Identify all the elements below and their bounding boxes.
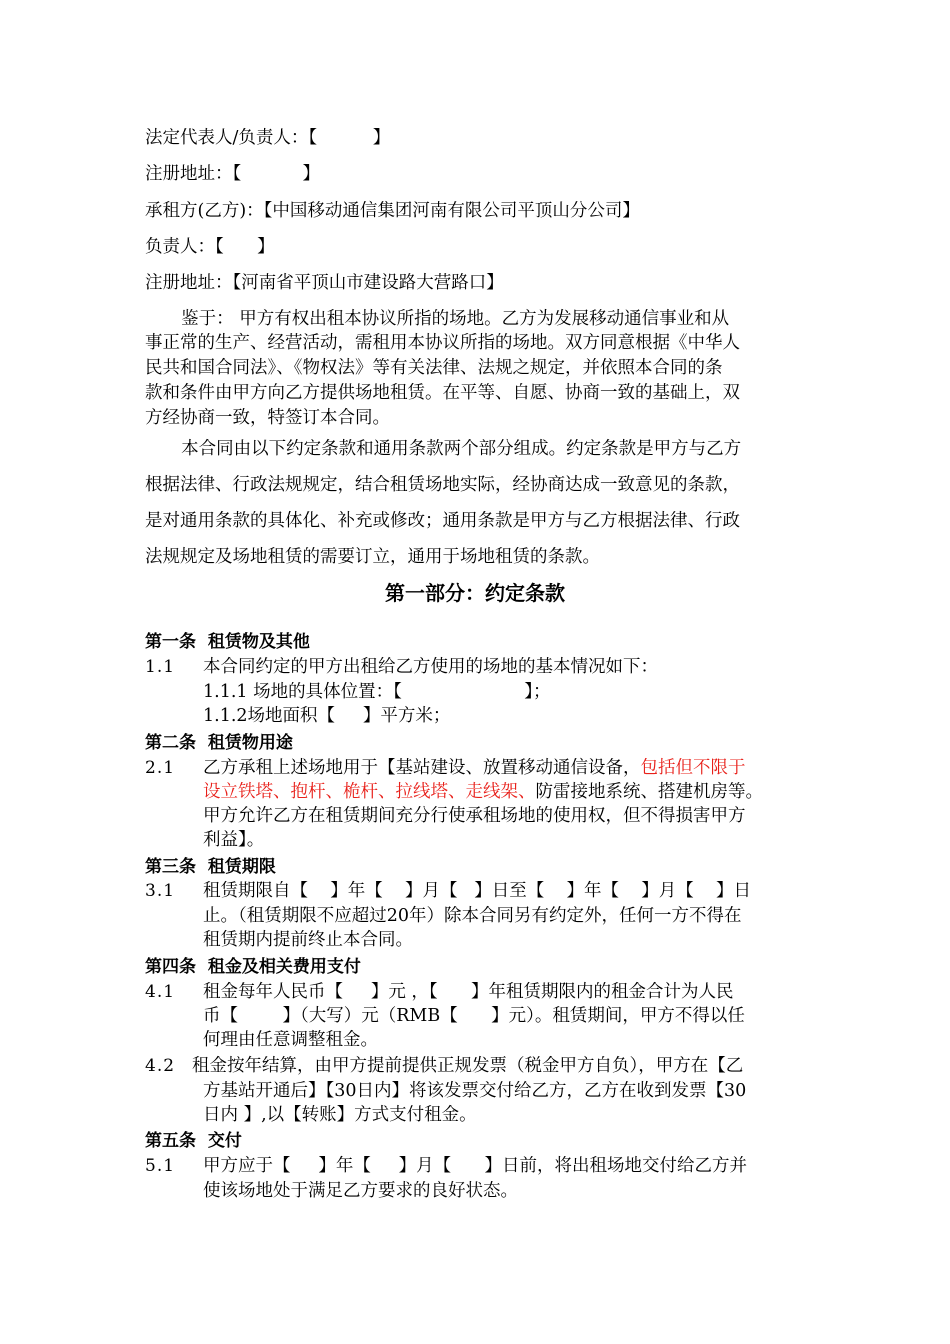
clause-number: 3.1 xyxy=(145,881,176,901)
clause-text: 利益】。 xyxy=(203,830,265,850)
registered-address-line: 注册地址：【 】 xyxy=(145,164,320,184)
highlighted-text: 包括但不限于 xyxy=(640,758,746,778)
clause-text: 租金按年结算，由甲方提前提供正规发票（税金甲方自负），甲方在【乙 xyxy=(192,1056,744,1076)
clause-number: 5.1 xyxy=(145,1156,176,1176)
article-5-heading: 第五条 交付 xyxy=(145,1131,242,1151)
clause-text-line xyxy=(203,780,763,804)
whereas-line: 款和条件由甲方向乙方提供场地租赁。在平等、自愿、协商一致的基础上，双 xyxy=(145,383,740,403)
composition-line: 本合同由以下约定条款和通用条款两个部分组成。约定条款是甲方与乙方 xyxy=(170,439,742,459)
whereas-line: 鉴于： 甲方有权出租本协议所指的场地。乙方为发展移动通信事业和从 xyxy=(170,309,730,329)
clause-number: 4.2 xyxy=(145,1056,176,1076)
clause-text: 乙方承租上述场地用于【基站建设、放置移动通信设备， xyxy=(203,758,641,778)
article-4-heading: 第四条 租金及相关费用支付 xyxy=(145,957,361,977)
clause-number: 2.1 xyxy=(145,758,176,778)
whereas-line: 方经协商一致，特签订本合同。 xyxy=(145,408,390,428)
whereas-line: 事正常的生产、经营活动，需租用本协议所指的场地。双方同意根据《中华人 xyxy=(145,333,740,353)
clause-text: 租赁期内提前终止本合同。 xyxy=(203,930,413,950)
article-2-heading: 第二条 租赁物用途 xyxy=(145,733,293,753)
clause-text: 租赁期限自【 】年【 】月【 】日至【 】年【 】月【 】日 xyxy=(203,881,751,901)
clause-text: 方基站开通后】【30日内】将该发票交付给乙方，乙方在收到发票【30 xyxy=(203,1081,747,1101)
composition-line: 根据法律、行政法规规定，结合租赁场地实际，经协商达成一致意见的条款， xyxy=(145,475,740,495)
clause-text: 何理由任意调整租金。 xyxy=(203,1030,378,1050)
lessee-line: 承租方(乙方)：【中国移动通信集团河南有限公司平顶山分公司】 xyxy=(145,201,640,221)
clause-text-line xyxy=(203,756,746,780)
legal-representative-line: 法定代表人/负责人：【 】 xyxy=(145,128,391,148)
sub-clause: 1.1.2场地面积【 】平方米； xyxy=(203,706,451,726)
clause-text: 租金每年人民币【 】元 ，【 】年租赁期限内的租金合计为人民 xyxy=(203,982,734,1002)
clause-text: 止。（租赁期限不应超过20年）除本合同另有约定外，任何一方不得在 xyxy=(203,906,742,926)
article-3-heading: 第三条 租赁期限 xyxy=(145,857,276,877)
composition-line: 是对通用条款的具体化、补充或修改；通用条款是甲方与乙方根据法律、行政 xyxy=(145,511,740,531)
article-1-heading: 第一条 租赁物及其他 xyxy=(145,632,310,652)
clause-number: 4.1 xyxy=(145,982,176,1002)
clause-text: 甲方应于【 】年【 】月【 】日前，将出租场地交付给乙方并 xyxy=(203,1156,748,1176)
clause-text: 甲方允许乙方在租赁期间充分行使承租场地的使用权，但不得损害甲方 xyxy=(203,806,746,826)
composition-line: 法规规定及场地租赁的需要订立，通用于场地租赁的条款。 xyxy=(145,547,600,567)
sub-clause: 1.1.1 场地的具体位置：【 】； xyxy=(203,682,551,702)
part-title: 第一部分：约定条款 xyxy=(385,581,565,605)
clause-text: 日内 】,以【转账】方式支付租金。 xyxy=(203,1105,477,1125)
highlighted-text: 设立铁塔、抱杆、桅杆、拉线塔、走线架、 xyxy=(203,782,536,802)
clause-text: 币【 】（大写）元（RMB【 】元）。租赁期间，甲方不得以任 xyxy=(203,1006,745,1026)
clause-text: 防雷接地系统、搭建机房等。 xyxy=(535,782,763,802)
clause-text: 本合同约定的甲方出租给乙方使用的场地的基本情况如下： xyxy=(203,657,658,677)
principal-line: 负责人：【 】 xyxy=(145,237,275,257)
clause-number: 1.1 xyxy=(145,657,176,677)
whereas-line: 民共和国合同法》、《物权法》等有关法律、法规之规定，并依照本合同的条 xyxy=(145,358,723,378)
clause-text: 使该场地处于满足乙方要求的良好状态。 xyxy=(203,1181,518,1201)
lessee-address-line: 注册地址：【河南省平顶山市建设路大营路口】 xyxy=(145,273,504,293)
